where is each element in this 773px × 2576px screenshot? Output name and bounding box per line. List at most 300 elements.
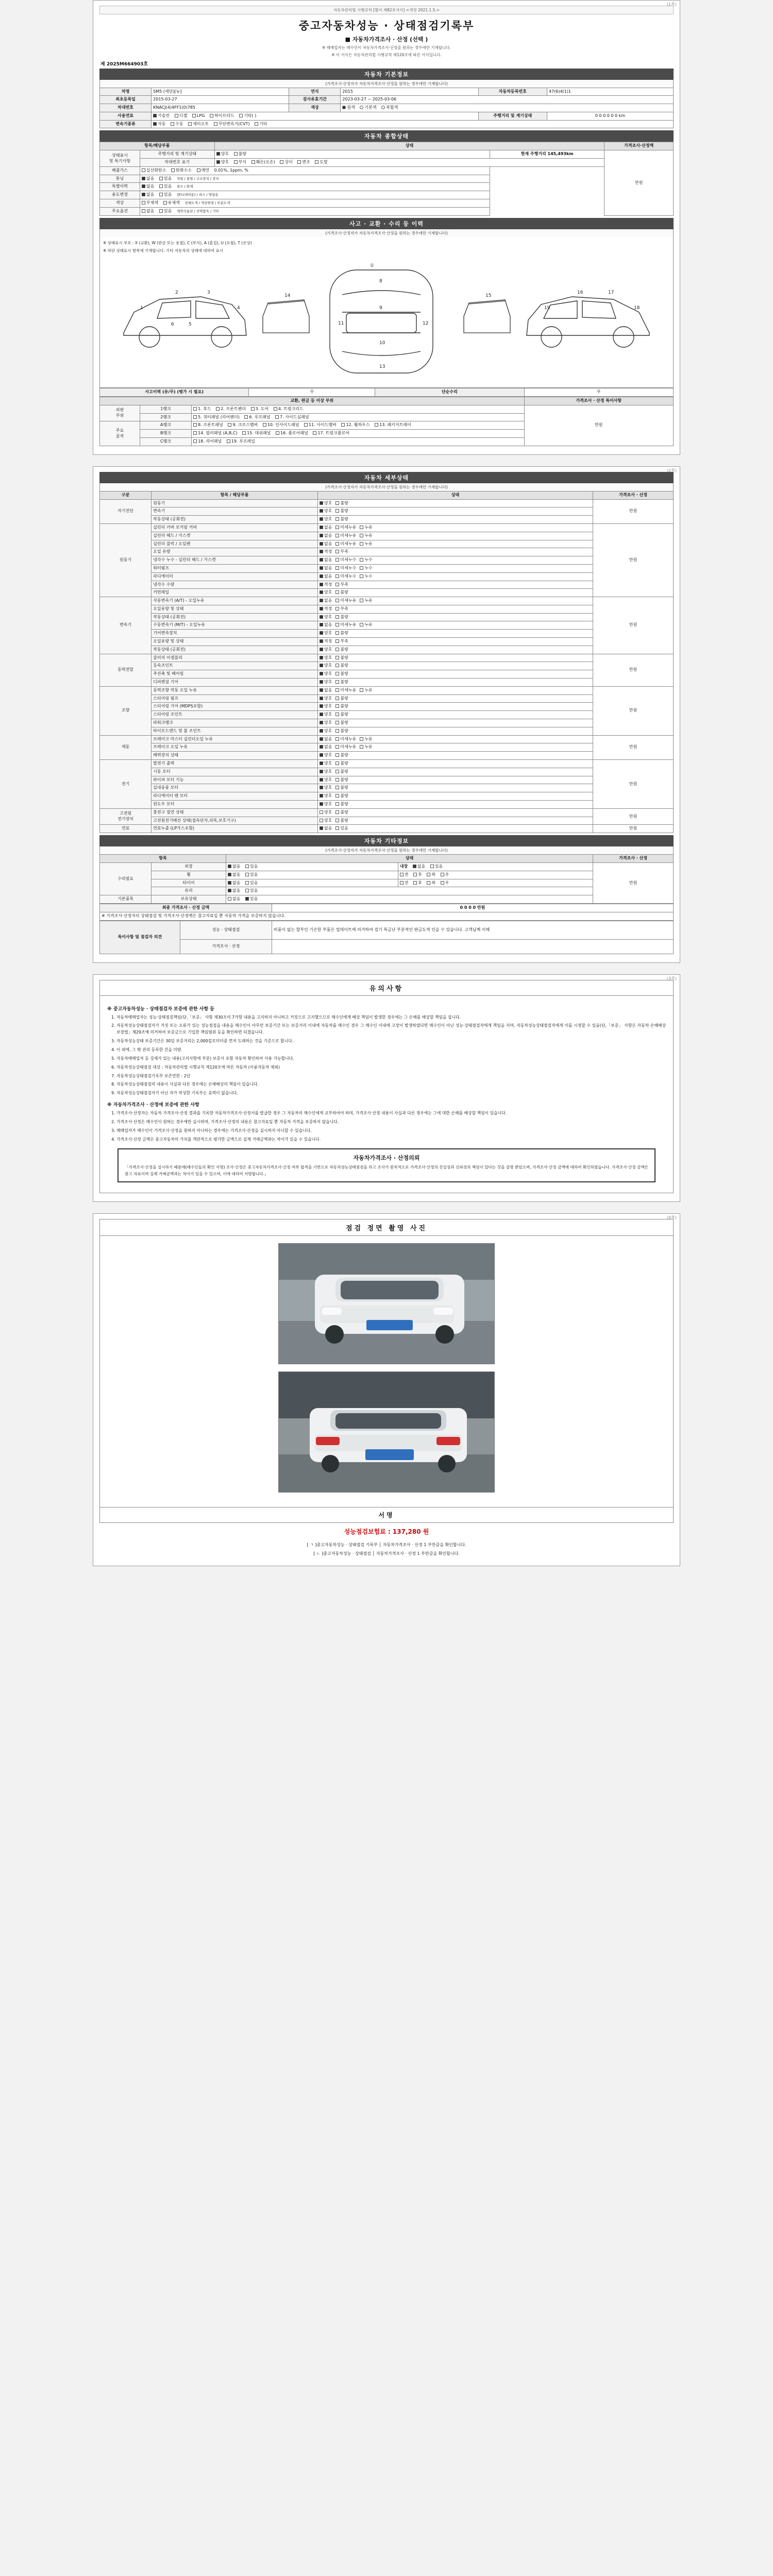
state-option[interactable]: 불량	[335, 663, 348, 669]
state-option[interactable]: 없음	[320, 826, 332, 832]
checkbox[interactable]	[320, 786, 323, 789]
state-option[interactable]: 양호	[320, 761, 332, 767]
state-option: 양호	[216, 151, 229, 157]
detail-part: 브레이크 마스터 실린더오일 누유	[152, 735, 318, 743]
state-option[interactable]: 적정	[320, 606, 332, 612]
state-option[interactable]: 양호	[320, 631, 332, 636]
checkbox[interactable]	[320, 607, 323, 611]
checkbox[interactable]	[335, 542, 339, 546]
state-option[interactable]: 불량	[335, 769, 348, 775]
table-row	[100, 523, 674, 532]
state-option[interactable]: 부족	[335, 639, 348, 645]
state-option[interactable]: 없음	[320, 574, 332, 580]
detail-part: 실린더 헤드 / 가스켓	[152, 532, 318, 540]
svg-text:12: 12	[423, 321, 429, 327]
checkbox[interactable]	[335, 786, 339, 789]
checkbox[interactable]	[320, 656, 323, 659]
checkbox[interactable]	[335, 778, 339, 782]
table-row	[100, 912, 674, 920]
detail-price-3: 만원	[593, 654, 674, 686]
table-row	[100, 548, 674, 556]
section-detail-title: 자동차 세부상태	[99, 472, 674, 483]
checkbox[interactable]	[335, 770, 339, 773]
state-option[interactable]: 미세누유	[335, 744, 356, 750]
state-option[interactable]: 불량	[335, 680, 348, 685]
checkbox[interactable]	[360, 558, 363, 562]
state-option[interactable]: 양호	[320, 663, 332, 669]
state-option[interactable]: 미세누유	[335, 541, 356, 547]
state-option[interactable]: 불량	[335, 818, 348, 824]
detail-part: 윈도우 모터	[152, 801, 318, 809]
checkbox[interactable]	[335, 656, 339, 659]
state-option: 없음	[142, 192, 154, 198]
label-vin: 차대번호	[100, 104, 152, 112]
checkbox[interactable]	[335, 761, 339, 765]
label-plate: 자동차등록번호	[478, 88, 547, 96]
checkbox[interactable]	[320, 721, 323, 724]
table-row	[100, 597, 674, 605]
checkbox[interactable]	[320, 819, 323, 822]
state-option[interactable]: 불량	[335, 615, 348, 620]
document-note-2: ※ 이 서식은 자동차관리법 시행규칙 제120조에 따른 서식입니다.	[331, 53, 442, 58]
state-option[interactable]: 양호	[320, 680, 332, 685]
state-option[interactable]: 누유	[360, 525, 372, 531]
page-4	[93, 1213, 680, 1566]
state-option[interactable]: 미세누유	[335, 533, 356, 539]
state-option[interactable]: 없음	[320, 598, 332, 604]
rank-b-items: 14. 필러패널 (A,B,C) 15. 대쉬패널 16. 플로어패널 17. 트렁크플로어	[192, 430, 525, 438]
state-option[interactable]: 양호	[320, 777, 332, 783]
state-option: 훼손(오손)	[251, 160, 275, 165]
state-option[interactable]: 양호	[320, 615, 332, 620]
state-option[interactable]: 불량	[335, 517, 348, 522]
accident-diagram-area	[99, 237, 674, 388]
detail-state	[317, 589, 593, 597]
checkbox[interactable]	[335, 501, 339, 505]
detail-part: 파워크랭크	[152, 719, 318, 727]
checkbox[interactable]	[335, 713, 339, 716]
checkbox[interactable]	[320, 729, 323, 733]
state-option[interactable]: 양호	[320, 517, 332, 522]
checkbox[interactable]	[335, 590, 339, 594]
state-option[interactable]: 불량	[335, 810, 348, 816]
checkbox[interactable]	[335, 550, 339, 553]
checkbox[interactable]	[320, 664, 323, 667]
checkbox[interactable]	[320, 778, 323, 782]
checkbox[interactable]	[335, 631, 339, 635]
detail-state	[317, 768, 593, 776]
section-accident-note: (가격조사·산정자가 자동차가격조사·산정을 원하는 경우에만 기재합니다)	[99, 229, 674, 237]
detail-state	[317, 792, 593, 801]
checkbox[interactable]	[335, 558, 339, 562]
table-row	[100, 191, 674, 199]
detail-part: 수동변속기 (M/T) - 오일누유	[152, 621, 318, 630]
checkbox[interactable]	[335, 574, 339, 578]
state-option[interactable]: 불량	[335, 631, 348, 636]
svg-text:10: 10	[379, 341, 385, 346]
detail-part: 추진축 및 베어링	[152, 670, 318, 679]
checkbox[interactable]	[320, 761, 323, 765]
checkbox[interactable]	[335, 534, 339, 537]
checkbox[interactable]	[360, 623, 363, 626]
state-option[interactable]: 불량	[335, 777, 348, 783]
state-option[interactable]: 양호	[320, 501, 332, 506]
state-option[interactable]: 없음	[320, 525, 332, 531]
state-option[interactable]: 없음	[320, 541, 332, 547]
checkbox[interactable]	[335, 648, 339, 651]
checkbox[interactable]	[335, 737, 339, 741]
state-option[interactable]: 미세누유	[335, 688, 356, 693]
table-row	[100, 871, 674, 879]
checkbox[interactable]	[335, 509, 339, 513]
checkbox[interactable]	[335, 697, 339, 700]
state-option[interactable]: 양호	[320, 785, 332, 791]
col-state: 상태	[214, 142, 604, 150]
table-row	[100, 646, 674, 654]
checkbox[interactable]	[320, 802, 323, 806]
state-option[interactable]: 미세누수	[335, 557, 356, 563]
state-option[interactable]: 없음	[320, 622, 332, 628]
svg-text:17: 17	[608, 290, 614, 296]
remarks-table	[99, 921, 674, 954]
state-option[interactable]: 누유	[360, 598, 372, 604]
detail-group-8: 연료	[100, 825, 152, 833]
state-option[interactable]: 양호	[320, 647, 332, 653]
checkbox[interactable]	[320, 566, 323, 570]
state-option[interactable]: 양호	[320, 671, 332, 677]
detail-state	[317, 564, 593, 572]
state-option[interactable]: 미세누유	[335, 598, 356, 604]
state-option[interactable]: 미세누유	[335, 737, 356, 742]
state-option[interactable]: 양호	[320, 655, 332, 661]
state-option[interactable]: 양호	[320, 818, 332, 824]
table-row	[100, 879, 674, 887]
checkbox[interactable]	[320, 810, 323, 814]
checkbox[interactable]	[320, 583, 323, 586]
state-option[interactable]: 부족	[335, 549, 348, 555]
detail-part: 스티어링 기어 (MDPS포함)	[152, 703, 318, 711]
checkbox[interactable]	[320, 615, 323, 619]
checkbox[interactable]	[320, 745, 323, 749]
state-option[interactable]: 불량	[335, 720, 348, 726]
checkbox[interactable]	[335, 639, 339, 643]
state-option[interactable]: 양호	[320, 712, 332, 718]
state-option[interactable]: 불량	[335, 728, 348, 734]
state-option[interactable]: 누수	[360, 566, 372, 571]
checkbox[interactable]	[320, 826, 323, 830]
detail-group-2: 변속기	[100, 597, 152, 654]
checkbox[interactable]	[360, 566, 363, 570]
table-row	[100, 776, 674, 784]
checkbox[interactable]	[320, 574, 323, 578]
state-glass: 없음 있음	[226, 887, 593, 895]
state-option[interactable]: 불량	[335, 647, 348, 653]
value-plate: 47(6)4(1)1	[547, 88, 674, 96]
state-option[interactable]: 미세누유	[335, 622, 356, 628]
notice-item: 7. 자동차성능상태점검기록부 보존연한 : 2년	[116, 1073, 666, 1080]
document-note-1: ※ 매매업자는 매수인이 자동차가격조사·산정을 원하는 경우에만 기재합니다.	[322, 45, 451, 50]
checkbox[interactable]	[335, 810, 339, 814]
detail-state	[317, 523, 593, 532]
checkbox[interactable]	[320, 704, 323, 708]
part-exterior: 외장	[152, 863, 226, 871]
detail-state	[317, 743, 593, 752]
checkbox[interactable]	[335, 753, 339, 757]
trans-option: 무단변속기(CVT)	[214, 122, 250, 127]
checkbox[interactable]	[360, 688, 363, 692]
table-row	[100, 760, 674, 768]
state-option[interactable]: 불량	[335, 761, 348, 767]
state-option[interactable]: 적정	[320, 549, 332, 555]
state-option[interactable]: 불량	[335, 793, 348, 799]
checkbox[interactable]	[320, 599, 323, 602]
notice-item: 5. 자동차매매업자 등 강제가 있는 내용(고지사항에 부분) 보증서 포함 자동차 확인하여 사용 가능합니다.	[116, 1056, 666, 1062]
checkbox[interactable]	[335, 794, 339, 798]
checkbox[interactable]	[320, 713, 323, 716]
checkbox[interactable]	[320, 517, 323, 521]
detail-table-body	[100, 499, 674, 833]
checkbox[interactable]	[335, 802, 339, 806]
row-group-sugi: 상태표시 및 특기사항	[100, 150, 140, 167]
detail-part: 연료누출 (LP가스포함)	[152, 825, 318, 833]
checkbox[interactable]	[360, 574, 363, 578]
checkbox[interactable]	[335, 623, 339, 626]
state-option[interactable]: 불량	[335, 785, 348, 791]
state-option[interactable]: 누유	[360, 737, 372, 742]
svg-text:11: 11	[338, 321, 344, 327]
basic-info-table	[99, 88, 674, 129]
state-option[interactable]: 불량	[335, 590, 348, 596]
checkbox[interactable]	[335, 607, 339, 611]
checkbox[interactable]	[360, 534, 363, 537]
checkbox[interactable]	[360, 737, 363, 741]
state-option[interactable]: 불량	[335, 501, 348, 506]
checkbox[interactable]	[335, 745, 339, 749]
accident-price-value: 만원	[524, 405, 673, 446]
value-color-options	[341, 104, 674, 112]
checkbox[interactable]	[335, 583, 339, 586]
page-tag-4: (4쪽)	[666, 1215, 677, 1221]
detail-state	[317, 638, 593, 646]
state-option[interactable]: 양호	[320, 810, 332, 816]
col-item: 항목/해당부품	[100, 142, 215, 150]
checkbox[interactable]	[335, 566, 339, 570]
checkbox[interactable]	[360, 745, 363, 749]
table-row	[100, 670, 674, 679]
state-option[interactable]: 양호	[320, 720, 332, 726]
fuel-option: 하이브리드	[210, 113, 234, 119]
checkbox[interactable]	[335, 672, 339, 675]
checkbox[interactable]	[335, 688, 339, 692]
checkbox[interactable]	[335, 704, 339, 708]
checkbox[interactable]	[320, 623, 323, 626]
checkbox[interactable]	[320, 501, 323, 505]
checkbox[interactable]	[335, 599, 339, 602]
state-option[interactable]: 양호	[320, 704, 332, 709]
checkbox[interactable]	[320, 770, 323, 773]
value-accident-history: 무	[249, 388, 375, 397]
state-option[interactable]: 적정	[320, 582, 332, 588]
state-option[interactable]: 누유	[360, 744, 372, 750]
detail-part: 기어변속장치	[152, 630, 318, 638]
page-3	[93, 974, 680, 1202]
checkbox[interactable]	[335, 819, 339, 822]
detail-price-1: 만원	[593, 523, 674, 597]
detail-part: 실린더 커버 로커암 커버	[152, 523, 318, 532]
state-option: 상이	[280, 160, 292, 165]
row-state-special	[140, 183, 490, 191]
checkbox[interactable]	[335, 615, 339, 619]
checkbox[interactable]	[320, 753, 323, 757]
diagram-note-2: ※ 하단 상태표시 항목에 기재합니다. 기타 자동차의 상태에 대하여 표시	[103, 248, 223, 253]
state-option[interactable]: 양호	[320, 696, 332, 702]
col-part: 항목 / 해당부품	[152, 491, 318, 499]
detail-price-6: 만원	[593, 760, 674, 809]
checkbox[interactable]	[335, 826, 339, 830]
notice-item: 1. 가격조사·산정자는 자동차 가격조사·산정 결과를 기록한 자동차가격조사·산정서를 발급한 경우 그 자동차의 매수인에게 교부하여야 하며, 가격조사·산정 내용이 사실과 다른 경우에는 그에 대한 손해를 배상할 책임이 있습니다.	[116, 1110, 666, 1117]
checkbox[interactable]	[320, 688, 323, 692]
detail-part: 실내송풍 모터	[152, 784, 318, 792]
checkbox[interactable]	[320, 590, 323, 594]
state-option[interactable]: 미세누수	[335, 574, 356, 580]
checkbox[interactable]	[320, 794, 323, 798]
state-option[interactable]: 미세누유	[335, 525, 356, 531]
state-option[interactable]: 불량	[335, 712, 348, 718]
state-option[interactable]: 양호	[320, 728, 332, 734]
others-price: 만원	[593, 863, 674, 904]
state-option[interactable]: 누수	[360, 557, 372, 563]
checkbox[interactable]	[320, 542, 323, 546]
table-row	[100, 556, 674, 565]
value-vin: KNACJ(4)4FF1(0)785	[152, 104, 289, 112]
state-option[interactable]: 없음	[320, 557, 332, 563]
detail-part: 원동기	[152, 499, 318, 507]
state-option[interactable]: 없음	[320, 533, 332, 539]
state-option[interactable]: 있음	[335, 826, 348, 832]
table-row	[100, 532, 674, 540]
table-row	[100, 752, 674, 760]
state-option[interactable]: 불량	[335, 753, 348, 758]
state-option[interactable]: 누유	[360, 541, 372, 547]
detail-part: 작동상태 (공회전)	[152, 613, 318, 621]
checkbox[interactable]	[360, 599, 363, 602]
table-row	[100, 679, 674, 687]
state-option[interactable]: 양호	[320, 753, 332, 758]
checkbox[interactable]	[335, 729, 339, 733]
section-accident-title: 사고 · 교환 · 수리 등 이력	[99, 218, 674, 229]
detail-state	[317, 540, 593, 548]
table-row	[100, 88, 674, 96]
state-option[interactable]: 불량	[335, 671, 348, 677]
checkbox[interactable]	[320, 648, 323, 651]
svg-text:18: 18	[634, 306, 640, 311]
checkbox[interactable]	[320, 509, 323, 513]
notice-list-2	[107, 1110, 666, 1143]
state-option[interactable]: 적정	[320, 639, 332, 645]
notice-item: 2. 가격조사·산정은 매수인이 원하는 경우에만 실시하며, 가격조사·산정의 내용은 참고자료일 뿐 자동차 가격을 보증하지 않습니다.	[116, 1119, 666, 1126]
state-option[interactable]: 불량	[335, 655, 348, 661]
state-option[interactable]: 불량	[335, 509, 348, 514]
detail-state	[317, 613, 593, 621]
checkbox[interactable]	[335, 721, 339, 724]
checkbox[interactable]	[320, 558, 323, 562]
label-transmission: 변속기종류	[100, 120, 152, 128]
comprehensive-price: 만원	[604, 150, 674, 215]
document-title: 중고자동차성능 · 상태점검기록부	[298, 20, 475, 32]
checkbox[interactable]	[320, 639, 323, 643]
checkbox[interactable]	[335, 526, 339, 529]
table-row	[100, 887, 674, 895]
notice-heading-2: ※ 자동차가격조사 · 산정에 보증에 관한 사항	[107, 1103, 199, 1108]
checkbox[interactable]	[360, 526, 363, 529]
state-option[interactable]: 양호	[320, 590, 332, 596]
svg-text:13: 13	[379, 364, 385, 370]
state-option[interactable]: 불량	[335, 696, 348, 702]
checkbox[interactable]	[335, 517, 339, 521]
diagram-label-top: ①	[370, 263, 375, 269]
state-option: 있음	[159, 176, 172, 182]
declaration-title: 자동차가격조사 · 산정의뢰	[353, 1154, 420, 1161]
table-row	[100, 630, 674, 638]
checkbox[interactable]	[320, 550, 323, 553]
state-option[interactable]: 누유	[360, 533, 372, 539]
checkbox[interactable]	[360, 542, 363, 546]
checkbox[interactable]	[320, 737, 323, 741]
label-remarks: 특이사항 및 점검자 의견	[100, 921, 180, 954]
state-option[interactable]: 없음	[320, 744, 332, 750]
notice-item: 8. 자동차성능상태점검의 내용이 사실과 다른 경우에는 손해배상의 책임이 있습니다.	[116, 1081, 666, 1088]
rank-c-items: 18. 리어패널 19. 루프레일	[192, 437, 525, 446]
cat-basic-items: 기본품목	[100, 895, 152, 904]
total-table	[99, 904, 674, 921]
detail-state	[317, 711, 593, 719]
checkbox[interactable]	[320, 631, 323, 635]
state-option[interactable]: 누유	[360, 622, 372, 628]
state-option[interactable]: 양호	[320, 802, 332, 807]
state-option[interactable]: 부족	[335, 606, 348, 612]
car-diagram	[113, 256, 660, 384]
state-option[interactable]: 누유	[360, 688, 372, 693]
state-option[interactable]: 양호	[320, 793, 332, 799]
checkbox[interactable]	[335, 680, 339, 684]
detail-part: 클러치 어셈블리	[152, 654, 318, 662]
detail-part: 냉각수 누수 - 실린더 헤드 / 가스켓	[152, 556, 318, 565]
trans-option: 기타	[255, 122, 267, 127]
detail-part: 오일유량 및 상태	[152, 605, 318, 613]
checkbox[interactable]	[320, 672, 323, 675]
checkbox[interactable]	[320, 534, 323, 537]
state-option[interactable]: 불량	[335, 802, 348, 807]
checkbox[interactable]	[335, 664, 339, 667]
trans-option: 세미오토	[188, 122, 209, 127]
state-option[interactable]: 부족	[335, 582, 348, 588]
checkbox[interactable]	[320, 526, 323, 529]
svg-text:14: 14	[284, 293, 291, 299]
svg-text:16: 16	[577, 290, 583, 296]
state-option[interactable]: 없음	[320, 737, 332, 742]
col-accident-price: 가격조사 · 산정 특이사항	[524, 397, 673, 405]
state-option[interactable]: 없음	[320, 566, 332, 571]
checkbox[interactable]	[320, 680, 323, 684]
state-option[interactable]: 양호	[320, 769, 332, 775]
state-option[interactable]: 없음	[320, 688, 332, 693]
state-option[interactable]: 누수	[360, 574, 372, 580]
state-option[interactable]: 미세누수	[335, 566, 356, 571]
checkbox[interactable]	[320, 697, 323, 700]
state-option[interactable]: 불량	[335, 704, 348, 709]
state-option[interactable]: 양호	[320, 509, 332, 514]
detail-state	[317, 556, 593, 565]
